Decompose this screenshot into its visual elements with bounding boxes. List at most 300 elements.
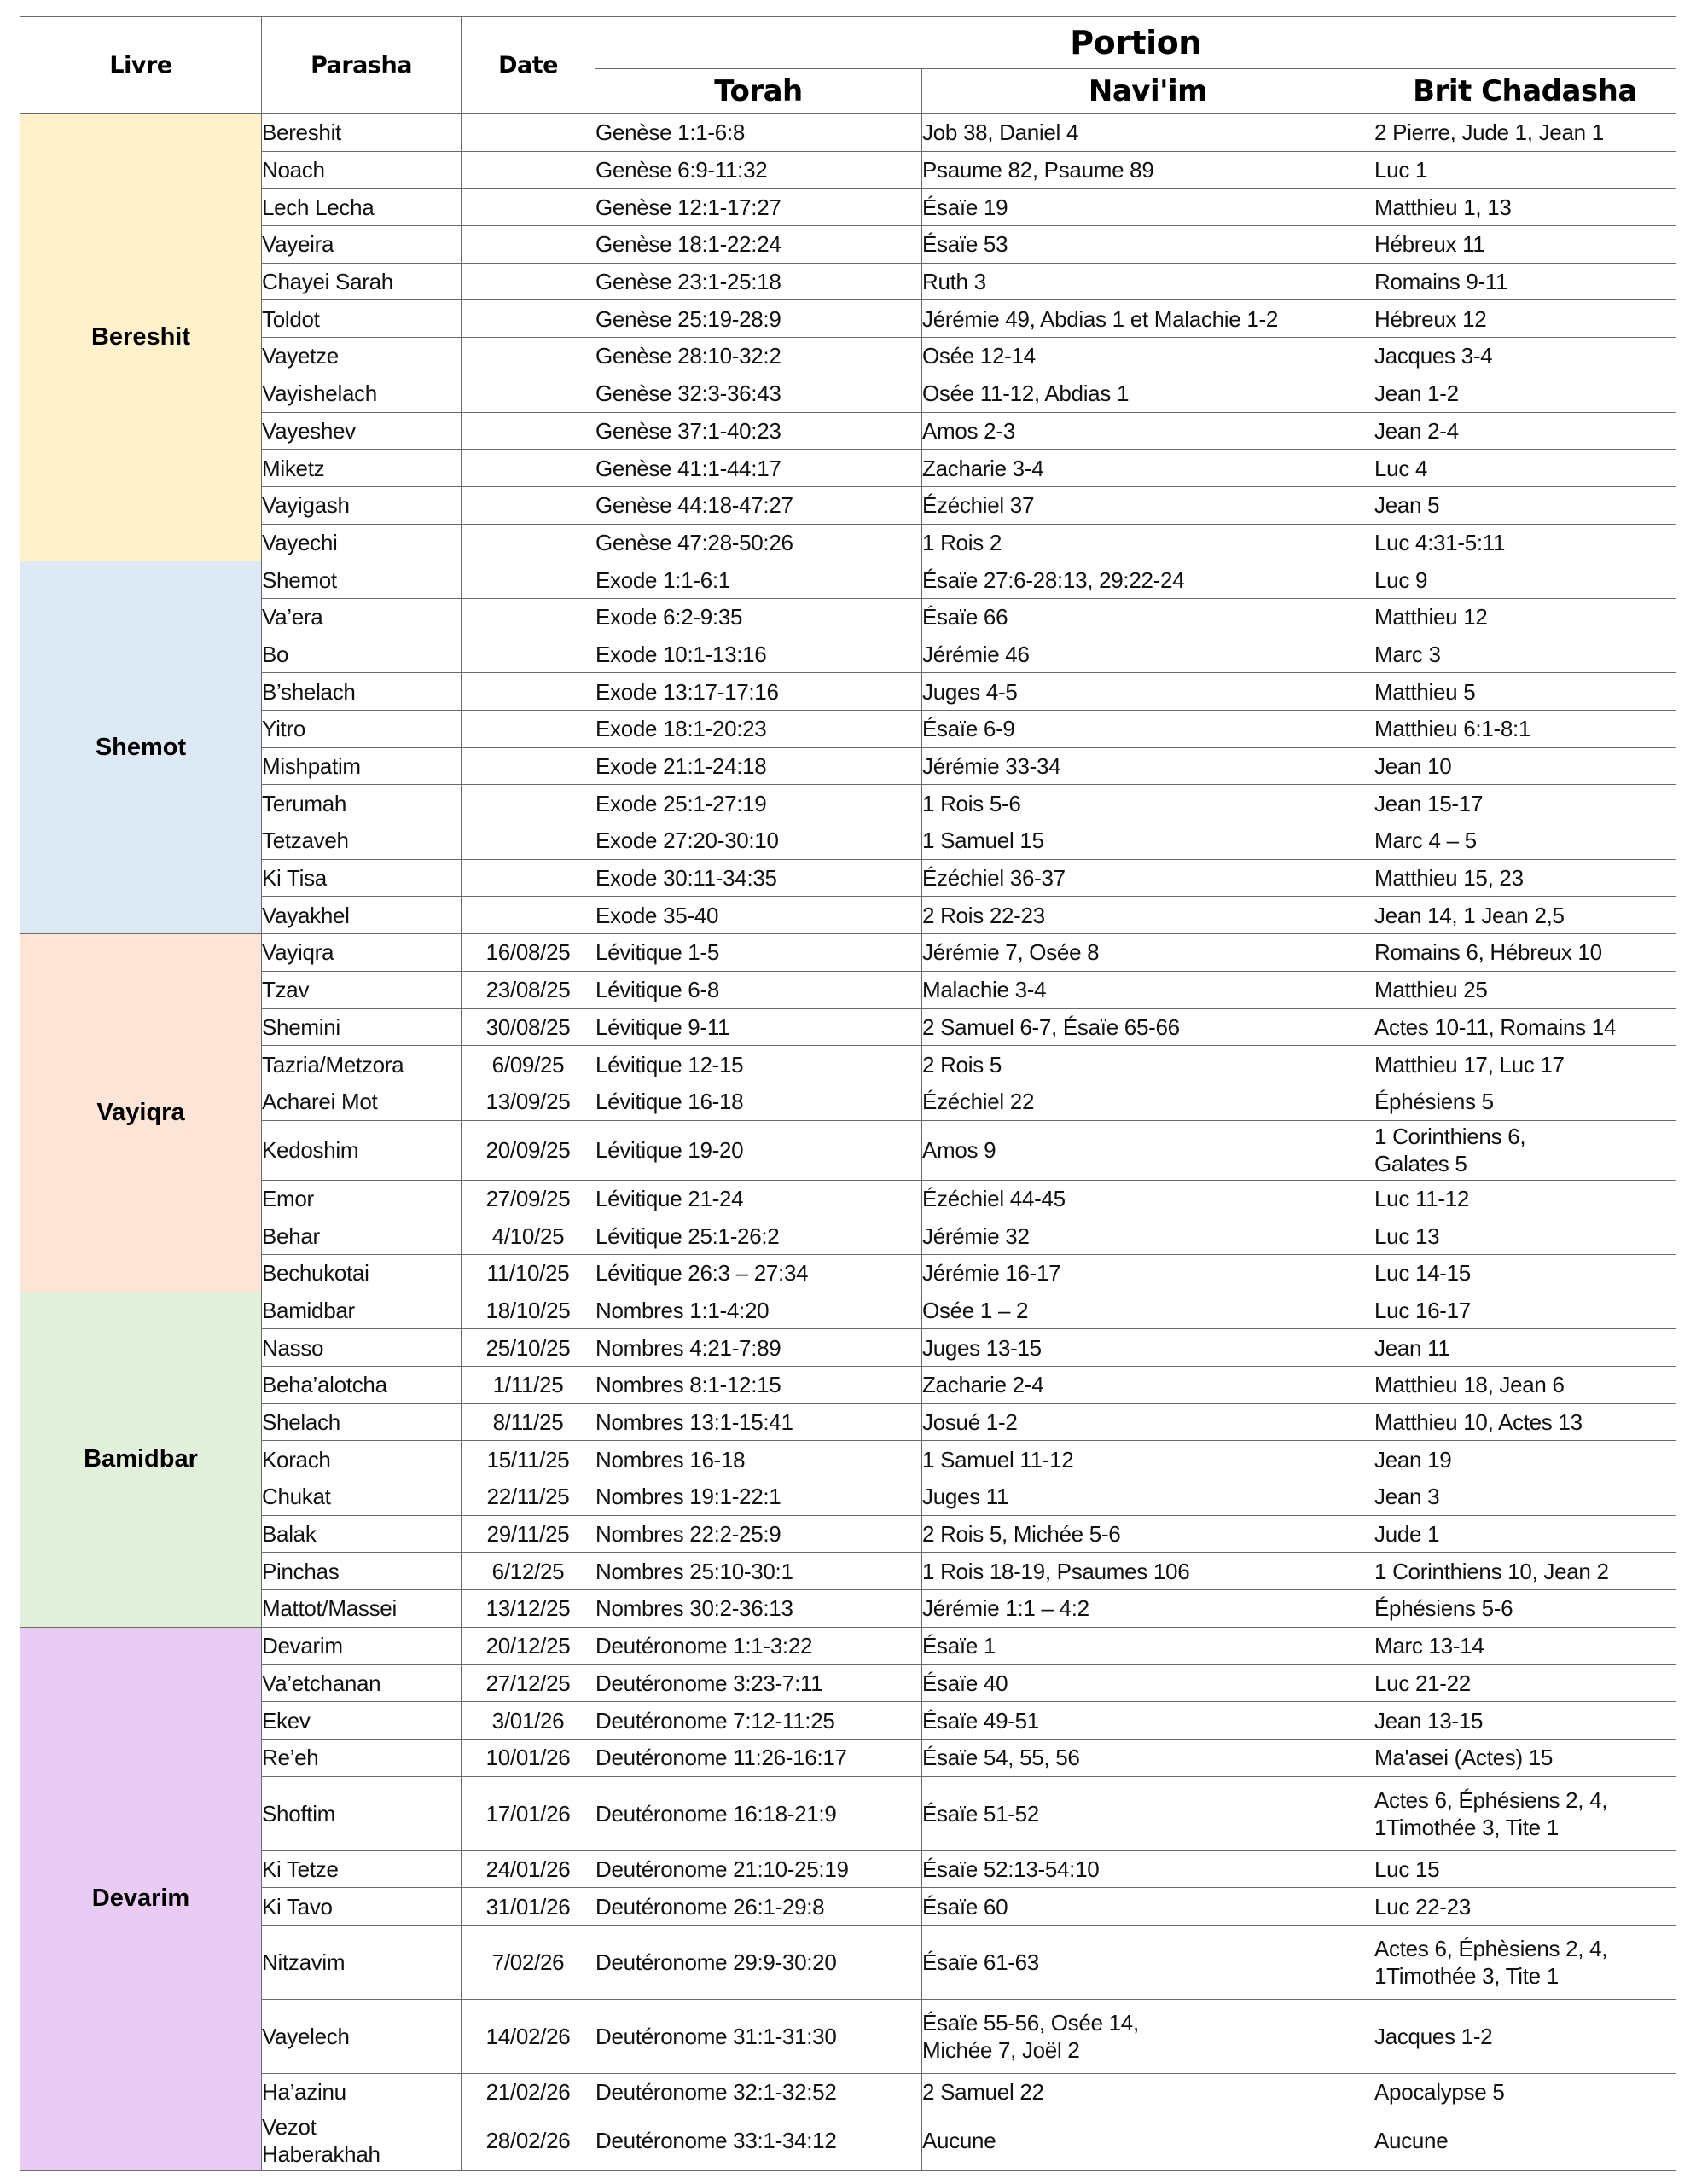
brit-chadasha-cell: Éphésiens 5: [1374, 1083, 1676, 1120]
torah-cell: Deutéronome 21:10-25:19: [595, 1850, 922, 1888]
torah-cell: Nombres 16-18: [595, 1441, 922, 1478]
date-cell: 6/09/25: [462, 1046, 595, 1083]
table-row: [20, 1739, 1676, 1776]
brit-chadasha-cell: Luc 4: [1374, 450, 1676, 487]
parasha-cell: Vayakhel: [262, 897, 462, 934]
torah-cell: Deutéronome 3:23-7:11: [595, 1664, 922, 1702]
brit-chadasha-cell: Actes 6, Éphèsiens 2, 4, 1Timothée 3, Tite 1: [1374, 1925, 1676, 1999]
book-name: Bamidbar: [84, 1445, 198, 1473]
parasha-cell: Mattot/Massei: [262, 1590, 462, 1628]
table-row: [20, 1329, 1676, 1367]
header-date: Date: [462, 17, 595, 114]
table-row: [20, 1083, 1676, 1120]
date-cell: 30/08/25: [462, 1008, 595, 1046]
naviim-cell: Ésaïe 66: [922, 598, 1374, 636]
table-row: [20, 114, 1676, 152]
table-row: [20, 375, 1676, 412]
torah-cell: Lévitique 12-15: [595, 1046, 922, 1083]
table-row: [20, 1627, 1676, 1664]
naviim-cell: Ésaïe 61-63: [922, 1925, 1374, 1999]
table-row: [20, 822, 1676, 860]
brit-chadasha-cell: Apocalypse 5: [1374, 2073, 1676, 2111]
parasha-cell: Shemini: [262, 1008, 462, 1046]
table-row: [20, 2111, 1676, 2170]
date-cell: 7/02/26: [462, 1925, 595, 1999]
naviim-cell: Ézéchiel 22: [922, 1083, 1374, 1120]
torah-cell: Exode 30:11-34:35: [595, 859, 922, 897]
brit-chadasha-cell: Jude 1: [1374, 1515, 1676, 1553]
naviim-cell: Ésaïe 51-52: [922, 1776, 1374, 1850]
naviim-cell: Ézéchiel 44-45: [922, 1180, 1374, 1217]
torah-cell: Lévitique 6-8: [595, 971, 922, 1008]
parasha-cell: Miketz: [262, 450, 462, 487]
header-livre: Livre: [20, 17, 262, 114]
torah-cell: Lévitique 26:3 – 27:34: [595, 1254, 922, 1292]
table-row: [20, 1180, 1676, 1217]
date-cell: 31/01/26: [462, 1888, 595, 1926]
torah-cell: Exode 35-40: [595, 897, 922, 934]
torah-cell: Deutéronome 29:9-30:20: [595, 1925, 922, 1999]
brit-chadasha-cell: Jacques 1-2: [1374, 1999, 1676, 2073]
naviim-cell: 2 Samuel 6-7, Ésaïe 65-66: [922, 1008, 1374, 1046]
brit-chadasha-cell: Matthieu 10, Actes 13: [1374, 1403, 1676, 1441]
book-name: Vayiqra: [96, 1098, 185, 1126]
parasha-cell: Behar: [262, 1217, 462, 1255]
book-name: Bereshit: [90, 323, 191, 351]
naviim-cell: Juges 11: [922, 1478, 1374, 1516]
date-cell: 20/12/25: [462, 1627, 595, 1664]
parasha-schedule-table: [20, 16, 1676, 2171]
naviim-cell: Ézéchiel 36-37: [922, 859, 1374, 897]
table-row: [20, 1478, 1676, 1516]
torah-cell: Exode 1:1-6:1: [595, 561, 922, 599]
torah-cell: Genèse 28:10-32:2: [595, 338, 922, 375]
torah-cell: Exode 18:1-20:23: [595, 711, 922, 748]
parasha-cell: Chukat: [262, 1478, 462, 1516]
table-row: [20, 598, 1676, 636]
table-row: [20, 1664, 1676, 1702]
torah-cell: Lévitique 16-18: [595, 1083, 922, 1120]
torah-cell: Exode 13:17-17:16: [595, 673, 922, 711]
parasha-cell: Vayetze: [262, 338, 462, 375]
table-row: [20, 1850, 1676, 1888]
parasha-cell: Kedoshim: [262, 1120, 462, 1180]
parasha-cell: Tetzaveh: [262, 822, 462, 860]
naviim-cell: Malachie 3-4: [922, 971, 1374, 1008]
header-parasha: Parasha: [262, 17, 462, 114]
date-cell: 17/01/26: [462, 1776, 595, 1850]
date-cell: 8/11/25: [462, 1403, 595, 1441]
date-cell: 1/11/25: [462, 1367, 595, 1404]
brit-chadasha-cell: Matthieu 1, 13: [1374, 189, 1676, 226]
book-cell-vayiqra: [20, 934, 262, 1292]
naviim-cell: Psaume 82, Psaume 89: [922, 151, 1374, 189]
table-row: [20, 1702, 1676, 1740]
naviim-cell: Jérémie 1:1 – 4:2: [922, 1590, 1374, 1628]
naviim-cell: Ésaïe 60: [922, 1888, 1374, 1926]
parasha-cell: Bechukotai: [262, 1254, 462, 1292]
torah-cell: Exode 25:1-27:19: [595, 785, 922, 822]
book-cell-bereshit: [20, 114, 262, 561]
parasha-cell: Chayei Sarah: [262, 263, 462, 300]
naviim-cell: Ésaïe 53: [922, 226, 1374, 264]
naviim-cell: Jérémie 7, Osée 8: [922, 934, 1374, 972]
naviim-cell: Jérémie 33-34: [922, 747, 1374, 785]
naviim-cell: Ésaïe 27:6-28:13, 29:22-24: [922, 561, 1374, 599]
brit-chadasha-cell: Jean 15-17: [1374, 785, 1676, 822]
date-cell: 14/02/26: [462, 1999, 595, 2073]
torah-cell: Lévitique 19-20: [595, 1120, 922, 1180]
parasha-cell: Ki Tavo: [262, 1888, 462, 1926]
table-row: [20, 1046, 1676, 1083]
parasha-cell: Vayishelach: [262, 375, 462, 412]
parasha-cell: Ekev: [262, 1702, 462, 1740]
naviim-cell: 1 Samuel 11-12: [922, 1441, 1374, 1478]
brit-chadasha-cell: Jean 2-4: [1374, 412, 1676, 450]
date-cell: [462, 822, 595, 860]
naviim-cell: 1 Rois 18-19, Psaumes 106: [922, 1553, 1374, 1590]
torah-cell: Nombres 4:21-7:89: [595, 1329, 922, 1367]
brit-chadasha-cell: Luc 9: [1374, 561, 1676, 599]
parasha-cell: Shemot: [262, 561, 462, 599]
table-row: [20, 189, 1676, 226]
parasha-cell: Shelach: [262, 1403, 462, 1441]
brit-chadasha-cell: Jacques 3-4: [1374, 338, 1676, 375]
table-row: [20, 1553, 1676, 1590]
table-body: [20, 114, 1676, 2171]
date-cell: [462, 598, 595, 636]
torah-cell: Genèse 6:9-11:32: [595, 151, 922, 189]
date-cell: [462, 151, 595, 189]
book-cell-bamidbar: [20, 1292, 262, 1627]
brit-chadasha-cell: Actes 6, Éphésiens 2, 4, 1Timothée 3, Tite 1: [1374, 1776, 1676, 1850]
table-row: [20, 412, 1676, 450]
brit-chadasha-cell: Luc 14-15: [1374, 1254, 1676, 1292]
book-cell-devarim: [20, 1627, 262, 2170]
date-cell: [462, 524, 595, 561]
parasha-cell: Nitzavim: [262, 1925, 462, 1999]
torah-cell: Genèse 25:19-28:9: [595, 300, 922, 338]
date-cell: [462, 189, 595, 226]
date-cell: 10/01/26: [462, 1739, 595, 1776]
brit-chadasha-cell: Matthieu 12: [1374, 598, 1676, 636]
naviim-cell: Josué 1-2: [922, 1403, 1374, 1441]
brit-chadasha-cell: Romains 9-11: [1374, 263, 1676, 300]
date-cell: 13/09/25: [462, 1083, 595, 1120]
parasha-cell: Korach: [262, 1441, 462, 1478]
torah-cell: Lévitique 25:1-26:2: [595, 1217, 922, 1255]
date-cell: [462, 450, 595, 487]
torah-cell: Lévitique 21-24: [595, 1180, 922, 1217]
brit-chadasha-cell: Ma'asei (Actes) 15: [1374, 1739, 1676, 1776]
table-row: [20, 711, 1676, 748]
brit-chadasha-cell: Matthieu 6:1-8:1: [1374, 711, 1676, 748]
brit-chadasha-cell: Hébreux 12: [1374, 300, 1676, 338]
torah-cell: Genèse 32:3-36:43: [595, 375, 922, 412]
table-row: [20, 1925, 1676, 1999]
table-row: [20, 300, 1676, 338]
brit-chadasha-cell: Luc 4:31-5:11: [1374, 524, 1676, 561]
date-cell: 24/01/26: [462, 1850, 595, 1888]
date-cell: [462, 785, 595, 822]
parasha-cell: Lech Lecha: [262, 189, 462, 226]
torah-cell: Nombres 25:10-30:1: [595, 1553, 922, 1590]
table-row: [20, 897, 1676, 934]
table-row: [20, 934, 1676, 972]
naviim-cell: Ézéchiel 37: [922, 486, 1374, 524]
parasha-cell: Nasso: [262, 1329, 462, 1367]
date-cell: [462, 338, 595, 375]
brit-chadasha-cell: Jean 14, 1 Jean 2,5: [1374, 897, 1676, 934]
parasha-cell: Yitro: [262, 711, 462, 748]
naviim-cell: Ésaïe 6-9: [922, 711, 1374, 748]
table-row: [20, 561, 1676, 599]
parasha-cell: Re’eh: [262, 1739, 462, 1776]
torah-cell: Lévitique 9-11: [595, 1008, 922, 1046]
naviim-cell: Osée 12-14: [922, 338, 1374, 375]
naviim-cell: Job 38, Daniel 4: [922, 114, 1374, 152]
naviim-cell: Juges 4-5: [922, 673, 1374, 711]
parasha-cell: Emor: [262, 1180, 462, 1217]
torah-cell: Nombres 19:1-22:1: [595, 1478, 922, 1516]
torah-cell: Genèse 1:1-6:8: [595, 114, 922, 152]
date-cell: [462, 561, 595, 599]
parasha-cell: Vayelech: [262, 1999, 462, 2073]
naviim-cell: Zacharie 2-4: [922, 1367, 1374, 1404]
brit-chadasha-cell: Jean 13-15: [1374, 1702, 1676, 1740]
torah-cell: Deutéronome 32:1-32:52: [595, 2073, 922, 2111]
torah-cell: Nombres 30:2-36:13: [595, 1590, 922, 1628]
date-cell: [462, 859, 595, 897]
table-row: [20, 1217, 1676, 1255]
torah-cell: Deutéronome 26:1-29:8: [595, 1888, 922, 1926]
table-row: [20, 263, 1676, 300]
brit-chadasha-cell: 2 Pierre, Jude 1, Jean 1: [1374, 114, 1676, 152]
torah-cell: Deutéronome 33:1-34:12: [595, 2111, 922, 2170]
brit-chadasha-cell: Marc 3: [1374, 636, 1676, 673]
torah-cell: Deutéronome 31:1-31:30: [595, 1999, 922, 2073]
table-row: [20, 486, 1676, 524]
torah-cell: Lévitique 1-5: [595, 934, 922, 972]
date-cell: [462, 412, 595, 450]
table-row: [20, 1515, 1676, 1553]
parasha-cell: Vayeira: [262, 226, 462, 264]
brit-chadasha-cell: Luc 15: [1374, 1850, 1676, 1888]
date-cell: [462, 300, 595, 338]
date-cell: 25/10/25: [462, 1329, 595, 1367]
parasha-cell: Vayechi: [262, 524, 462, 561]
parasha-cell: Pinchas: [262, 1553, 462, 1590]
naviim-cell: 2 Rois 22-23: [922, 897, 1374, 934]
parasha-cell: B’shelach: [262, 673, 462, 711]
table-row: [20, 636, 1676, 673]
date-cell: 22/11/25: [462, 1478, 595, 1516]
naviim-cell: Ésaïe 54, 55, 56: [922, 1739, 1374, 1776]
brit-chadasha-cell: Matthieu 15, 23: [1374, 859, 1676, 897]
naviim-cell: Jérémie 46: [922, 636, 1374, 673]
brit-chadasha-cell: Marc 13-14: [1374, 1627, 1676, 1664]
date-cell: 29/11/25: [462, 1515, 595, 1553]
torah-cell: Genèse 18:1-22:24: [595, 226, 922, 264]
date-cell: 27/09/25: [462, 1180, 595, 1217]
table-row: [20, 1590, 1676, 1628]
parasha-cell: Noach: [262, 151, 462, 189]
naviim-cell: Ésaïe 19: [922, 189, 1374, 226]
parasha-cell: Ha’azinu: [262, 2073, 462, 2111]
date-cell: 21/02/26: [462, 2073, 595, 2111]
naviim-cell: Ésaïe 52:13-54:10: [922, 1850, 1374, 1888]
date-cell: 6/12/25: [462, 1553, 595, 1590]
date-cell: 3/01/26: [462, 1702, 595, 1740]
naviim-cell: 2 Rois 5: [922, 1046, 1374, 1083]
table-row: [20, 338, 1676, 375]
header-torah: Torah: [595, 69, 922, 114]
torah-cell: Genèse 44:18-47:27: [595, 486, 922, 524]
parasha-cell: Vayiqra: [262, 934, 462, 972]
naviim-cell: 1 Rois 2: [922, 524, 1374, 561]
parasha-cell: Ki Tisa: [262, 859, 462, 897]
table-row: [20, 2073, 1676, 2111]
date-cell: [462, 226, 595, 264]
parasha-cell: Terumah: [262, 785, 462, 822]
brit-chadasha-cell: Matthieu 18, Jean 6: [1374, 1367, 1676, 1404]
torah-cell: Exode 6:2-9:35: [595, 598, 922, 636]
table-row: [20, 1403, 1676, 1441]
date-cell: [462, 747, 595, 785]
brit-chadasha-cell: Jean 19: [1374, 1441, 1676, 1478]
date-cell: [462, 486, 595, 524]
table-row: [20, 450, 1676, 487]
parasha-cell: Devarim: [262, 1627, 462, 1664]
naviim-cell: Ruth 3: [922, 263, 1374, 300]
header-naviim: Navi'im: [922, 69, 1374, 114]
parasha-cell: Toldot: [262, 300, 462, 338]
naviim-cell: Jérémie 32: [922, 1217, 1374, 1255]
date-cell: [462, 897, 595, 934]
table-row: [20, 859, 1676, 897]
naviim-cell: 1 Samuel 15: [922, 822, 1374, 860]
naviim-cell: 2 Rois 5, Michée 5-6: [922, 1515, 1374, 1553]
parasha-cell: Bamidbar: [262, 1292, 462, 1329]
table-row: [20, 747, 1676, 785]
table-row: [20, 1008, 1676, 1046]
brit-chadasha-cell: Matthieu 17, Luc 17: [1374, 1046, 1676, 1083]
brit-chadasha-cell: Jean 1-2: [1374, 375, 1676, 412]
naviim-cell: Ésaïe 55-56, Osée 14, Michée 7, Joël 2: [922, 1999, 1374, 2073]
naviim-cell: Jérémie 16-17: [922, 1254, 1374, 1292]
parasha-cell: Vayigash: [262, 486, 462, 524]
brit-chadasha-cell: Jean 3: [1374, 1478, 1676, 1516]
date-cell: 23/08/25: [462, 971, 595, 1008]
parasha-cell: Beha’alotcha: [262, 1367, 462, 1404]
date-cell: [462, 375, 595, 412]
torah-cell: Exode 27:20-30:10: [595, 822, 922, 860]
header-brit-chadasha: Brit Chadasha: [1374, 69, 1676, 114]
table-row: [20, 1292, 1676, 1329]
book-cell-shemot: [20, 561, 262, 934]
naviim-cell: Amos 2-3: [922, 412, 1374, 450]
table-row: [20, 1254, 1676, 1292]
brit-chadasha-cell: Luc 16-17: [1374, 1292, 1676, 1329]
table-row: [20, 1367, 1676, 1404]
book-name: Shemot: [95, 733, 187, 761]
date-cell: [462, 673, 595, 711]
date-cell: [462, 114, 595, 152]
torah-cell: Exode 10:1-13:16: [595, 636, 922, 673]
brit-chadasha-cell: Luc 11-12: [1374, 1180, 1676, 1217]
naviim-cell: 1 Rois 5-6: [922, 785, 1374, 822]
brit-chadasha-cell: Matthieu 25: [1374, 971, 1676, 1008]
parasha-cell: Vezot Haberakhah: [262, 2111, 462, 2170]
naviim-cell: Juges 13-15: [922, 1329, 1374, 1367]
naviim-cell: Osée 11-12, Abdias 1: [922, 375, 1374, 412]
brit-chadasha-cell: Matthieu 5: [1374, 673, 1676, 711]
table-row: [20, 1441, 1676, 1478]
brit-chadasha-cell: Jean 10: [1374, 747, 1676, 785]
naviim-cell: Ésaïe 40: [922, 1664, 1374, 1702]
brit-chadasha-cell: Luc 13: [1374, 1217, 1676, 1255]
torah-cell: Deutéronome 16:18-21:9: [595, 1776, 922, 1850]
naviim-cell: Amos 9: [922, 1120, 1374, 1180]
torah-cell: Nombres 1:1-4:20: [595, 1292, 922, 1329]
parasha-cell: Va’etchanan: [262, 1664, 462, 1702]
brit-chadasha-cell: Actes 10-11, Romains 14: [1374, 1008, 1676, 1046]
brit-chadasha-cell: Aucune: [1374, 2111, 1676, 2170]
header-portion: Portion: [595, 17, 1676, 69]
date-cell: [462, 263, 595, 300]
naviim-cell: Jérémie 49, Abdias 1 et Malachie 1-2: [922, 300, 1374, 338]
date-cell: 28/02/26: [462, 2111, 595, 2170]
table-row: [20, 151, 1676, 189]
brit-chadasha-cell: 1 Corinthiens 6, Galates 5: [1374, 1120, 1676, 1180]
brit-chadasha-cell: Luc 22-23: [1374, 1888, 1676, 1926]
parasha-cell: Tazria/Metzora: [262, 1046, 462, 1083]
date-cell: 15/11/25: [462, 1441, 595, 1478]
torah-cell: Genèse 37:1-40:23: [595, 412, 922, 450]
date-cell: 4/10/25: [462, 1217, 595, 1255]
table-row: [20, 673, 1676, 711]
torah-cell: Genèse 47:28-50:26: [595, 524, 922, 561]
parasha-cell: Bo: [262, 636, 462, 673]
date-cell: [462, 711, 595, 748]
book-name: Devarim: [91, 1885, 190, 1913]
brit-chadasha-cell: Hébreux 11: [1374, 226, 1676, 264]
brit-chadasha-cell: Éphésiens 5-6: [1374, 1590, 1676, 1628]
brit-chadasha-cell: Luc 21-22: [1374, 1664, 1676, 1702]
torah-cell: Genèse 12:1-17:27: [595, 189, 922, 226]
date-cell: 20/09/25: [462, 1120, 595, 1180]
torah-cell: Nombres 13:1-15:41: [595, 1403, 922, 1441]
date-cell: 13/12/25: [462, 1590, 595, 1628]
table-header: [20, 17, 1676, 114]
date-cell: 16/08/25: [462, 934, 595, 972]
parasha-cell: Mishpatim: [262, 747, 462, 785]
brit-chadasha-cell: Luc 1: [1374, 151, 1676, 189]
naviim-cell: Ésaïe 49-51: [922, 1702, 1374, 1740]
date-cell: 18/10/25: [462, 1292, 595, 1329]
parasha-cell: Bereshit: [262, 114, 462, 152]
naviim-cell: Zacharie 3-4: [922, 450, 1374, 487]
torah-cell: Exode 21:1-24:18: [595, 747, 922, 785]
brit-chadasha-cell: Jean 11: [1374, 1329, 1676, 1367]
torah-cell: Genèse 23:1-25:18: [595, 263, 922, 300]
brit-chadasha-cell: Jean 5: [1374, 486, 1676, 524]
torah-cell: Genèse 41:1-44:17: [595, 450, 922, 487]
table-row: [20, 1776, 1676, 1850]
parasha-cell: Shoftim: [262, 1776, 462, 1850]
table-row: [20, 971, 1676, 1008]
naviim-cell: Osée 1 – 2: [922, 1292, 1374, 1329]
